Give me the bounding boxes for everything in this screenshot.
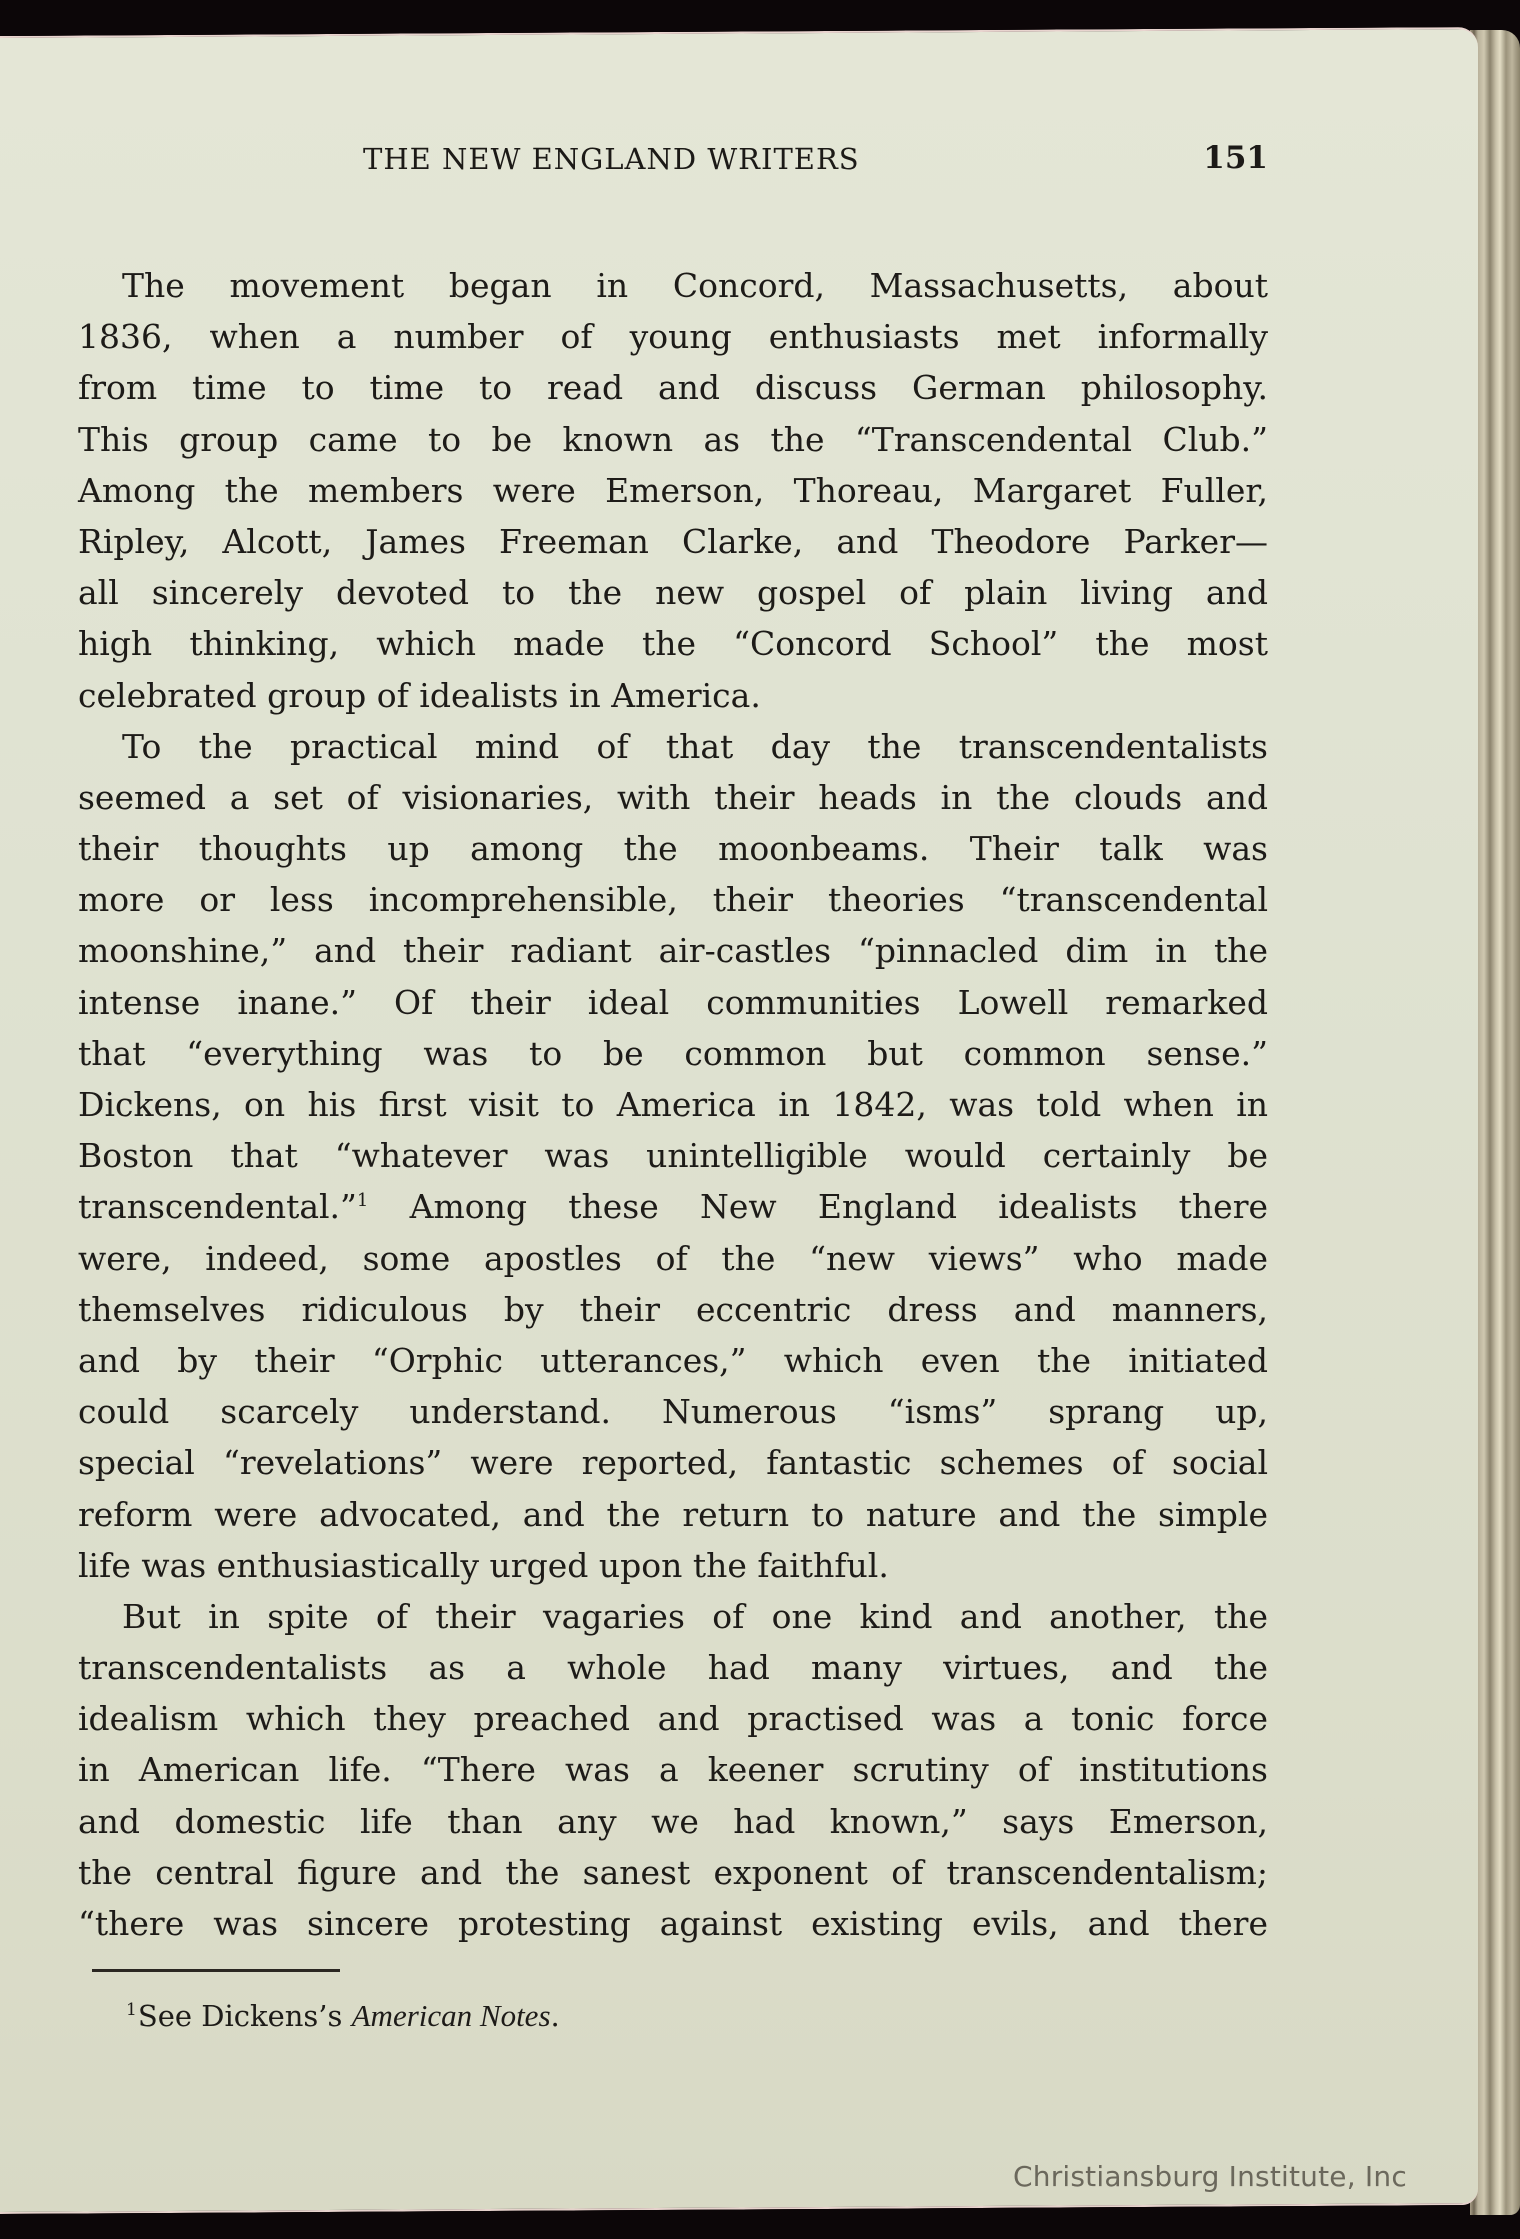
body-text <box>78 260 1268 1949</box>
text-line: seemed a set of visionaries, with their heads in the clouds and <box>78 777 1268 817</box>
text-line: their thoughts up among the moonbeams. Their talk was <box>78 829 1268 869</box>
text-line: transcendentalists as a whole had many virtues, and the <box>78 1648 1268 1688</box>
text-line: idealism which they preached and practised was a tonic force <box>78 1699 1268 1739</box>
text-line: high thinking, which made the “Concord School” the most <box>78 624 1268 664</box>
text-line: This group came to be known as the “Transcendental Club.” <box>78 419 1268 459</box>
text-line: in American life. “There was a keener scrutiny of institutions <box>78 1750 1268 1790</box>
text-segment: transcendental.” <box>78 1187 357 1227</box>
text-line: and domestic life than any we had known,” says Emerson, <box>78 1801 1268 1841</box>
text-line: celebrated group of idealists in America. <box>78 675 761 715</box>
footnote-text: See Dickens’s <box>137 1999 352 2033</box>
footnote-period: . <box>550 1999 560 2033</box>
text-line: the central figure and the sanest exponent of transcendentalism; <box>78 1852 1268 1892</box>
text-line: more or less incomprehensible, their theories “transcendental <box>78 880 1268 920</box>
text-line: themselves ridiculous by their eccentric dress and manners, <box>78 1289 1268 1329</box>
footnote-marker: 1 <box>126 2000 137 2021</box>
text-line: from time to time to read and discuss German philosophy. <box>78 368 1268 408</box>
text-line: all sincerely devoted to the new gospel of plain living and <box>78 573 1268 613</box>
text-line: life was enthusiastically urged upon the faithful. <box>78 1545 889 1585</box>
footnote-reference[interactable]: 1 <box>356 1190 369 1212</box>
footnote-divider <box>92 1969 340 1972</box>
text-line: could scarcely understand. Numerous “isms” sprang up, <box>78 1392 1268 1432</box>
watermark: Christiansburg Institute, Inc <box>1013 2160 1407 2193</box>
paragraph-1 <box>78 260 1268 721</box>
text-line: and by their “Orphic utterances,” which even the initiated <box>78 1340 1268 1380</box>
text-line: Ripley, Alcott, James Freeman Clarke, and Theodore Parker— <box>78 521 1268 561</box>
paper-page <box>0 27 1478 2214</box>
footnote-book-title: American Notes <box>351 1998 551 2033</box>
text-line: special “revelations” were reported, fantastic schemes of social <box>78 1443 1268 1483</box>
text-line: To the practical mind of that day the transcendentalists <box>122 726 1268 766</box>
text-line: Boston that “whatever was unintelligible would certainly be <box>78 1136 1268 1176</box>
text-line: intense inane.” Of their ideal communities Lowell remarked <box>78 982 1268 1022</box>
text-line: Dickens, on his first visit to America in 1842, was told when in <box>78 1085 1268 1124</box>
text-line: that “everything was to be common but common sense.” <box>78 1033 1268 1073</box>
paragraph-2 <box>78 721 1268 1591</box>
text-line: The movement began in Concord, Massachusetts, about <box>122 266 1268 305</box>
text-line: moonshine,” and their radiant air-castles “pinnacled dim in the <box>78 931 1268 971</box>
footnote <box>126 1998 560 2034</box>
page-number: 151 <box>1203 140 1268 176</box>
text-line: “there was sincere protesting against existing evils, and there <box>78 1904 1268 1943</box>
text-line: were, indeed, some apostles of the “new views” who made <box>78 1238 1268 1278</box>
text-segment: Among these New England idealists there <box>368 1187 1268 1227</box>
paragraph-3 <box>78 1591 1268 1949</box>
text-line: 1836, when a number of young enthusiasts met informally <box>78 317 1268 357</box>
text-line: reform were advocated, and the return to nature and the simple <box>78 1494 1268 1534</box>
text-line-with-footnote-ref <box>78 1181 1268 1232</box>
text-line: Among the members were Emerson, Thoreau, Margaret Fuller, <box>78 470 1268 510</box>
running-header <box>78 142 1268 182</box>
text-line: But in spite of their vagaries of one kind and another, the <box>122 1596 1268 1636</box>
running-head-title: THE NEW ENGLAND WRITERS <box>363 142 860 176</box>
